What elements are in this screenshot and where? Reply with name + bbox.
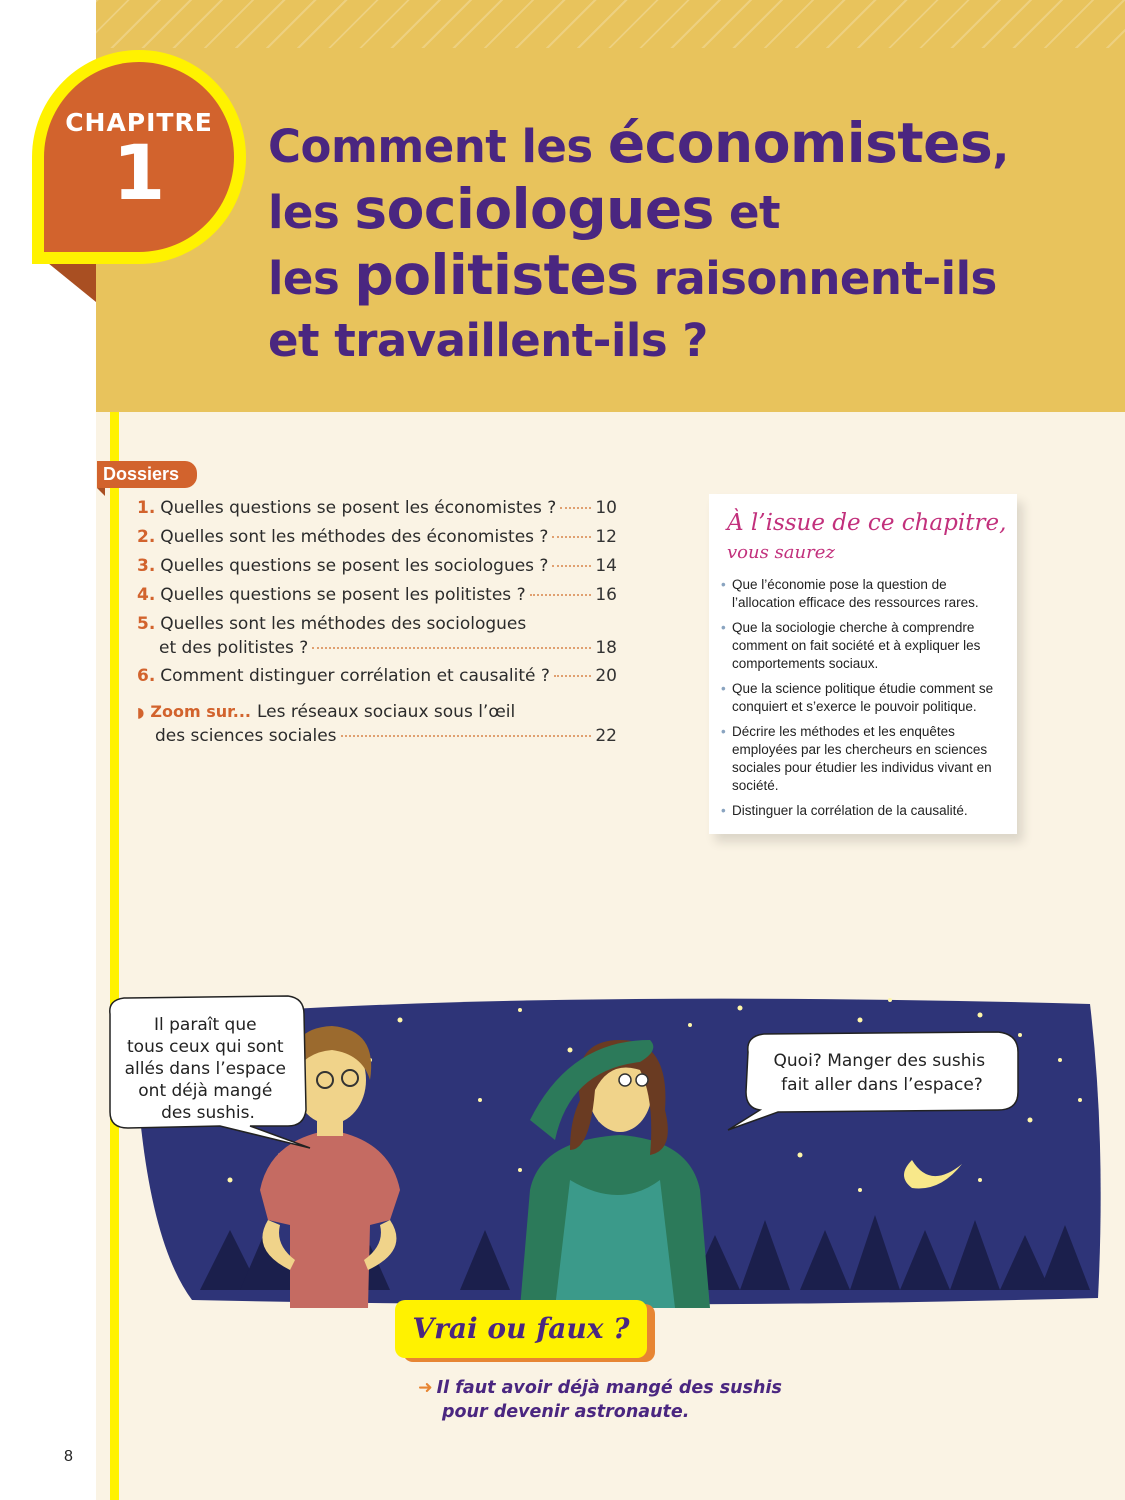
bubble-left-line: allés dans l’espace bbox=[124, 1059, 286, 1079]
statement-line: pour devenir astronaute. bbox=[442, 1402, 690, 1422]
toc-leader bbox=[552, 565, 591, 567]
title-keyword: économistes bbox=[607, 111, 993, 175]
title-text: , bbox=[992, 120, 1009, 173]
toc-text: et des politistes ? bbox=[159, 638, 309, 658]
title-line-3 bbox=[268, 244, 1108, 310]
toc-number: 2. bbox=[137, 527, 156, 547]
bubble-left-line: tous ceux qui sont bbox=[127, 1037, 284, 1057]
zoom-marker-icon: ◗ bbox=[137, 705, 145, 721]
toc-leader bbox=[312, 647, 591, 649]
chapter-label: CHAPITRE bbox=[65, 108, 213, 137]
toc-page: 10 bbox=[595, 498, 617, 518]
toc-text: Quelles questions se posent les politistes ? bbox=[160, 585, 526, 605]
toc-zoom-item[interactable] bbox=[137, 702, 617, 746]
toc-item[interactable] bbox=[137, 614, 617, 658]
objective-item: • Que la science politique étudie comment se conquiert et s’exerce le pouvoir politique. bbox=[721, 680, 1011, 716]
toc-item[interactable] bbox=[137, 527, 617, 547]
toc-page: 22 bbox=[595, 726, 617, 746]
title-text: les bbox=[268, 186, 355, 239]
bubble-right-line: fait aller dans l’espace? bbox=[781, 1075, 983, 1095]
toc-leader bbox=[530, 594, 592, 596]
title-text: Comment les bbox=[268, 120, 608, 173]
title-text: raisonnent-ils bbox=[638, 252, 997, 305]
toc-text: Les réseaux sociaux sous l’œil bbox=[256, 702, 516, 722]
toc-page: 14 bbox=[595, 556, 617, 576]
toc-text: Comment distinguer corrélation et causalité ? bbox=[160, 666, 550, 686]
toc-item[interactable] bbox=[137, 585, 617, 605]
bubble-left-line: des sushis. bbox=[161, 1103, 255, 1123]
toc-number: 4. bbox=[137, 585, 156, 605]
margin-rule bbox=[110, 412, 119, 1500]
chapter-title bbox=[268, 112, 1108, 372]
toc-text: des sciences sociales bbox=[155, 726, 337, 746]
objective-item: • Distinguer la corrélation de la causalité. bbox=[721, 802, 1011, 820]
toc-number: 3. bbox=[137, 556, 156, 576]
bubble-right-line: Quoi? Manger des sushis bbox=[773, 1051, 986, 1071]
title-text: et bbox=[713, 186, 781, 239]
objective-item: • Que la sociologie cherche à comprendre comment on fait société et à expliquer les comportements sociaux. bbox=[721, 619, 1011, 673]
objective-item: • Décrire les méthodes et les enquêtes employées par les chercheurs en sciences sociales pour étudier les individus vivant en société. bbox=[721, 723, 1011, 795]
toc-text: Quelles questions se posent les sociologues ? bbox=[160, 556, 549, 576]
zoom-label: Zoom sur... bbox=[150, 702, 251, 721]
bubble-left-line: Il paraît que bbox=[154, 1015, 257, 1035]
quiz-label: Vrai ou faux ? bbox=[412, 1312, 630, 1345]
bubble-left-line: ont déjà mangé bbox=[138, 1081, 273, 1101]
toc-text: Quelles sont les méthodes des sociologues bbox=[160, 614, 527, 634]
toc-item[interactable] bbox=[137, 498, 617, 518]
toc-page: 18 bbox=[595, 638, 617, 658]
title-keyword: sociologues bbox=[354, 177, 714, 241]
toc-item[interactable] bbox=[137, 666, 617, 686]
toc-item[interactable] bbox=[137, 556, 617, 576]
page-number: 8 bbox=[64, 1448, 73, 1465]
toc-number: 1. bbox=[137, 498, 156, 518]
title-line-1 bbox=[268, 112, 1108, 178]
toc-leader bbox=[560, 507, 591, 509]
objectives-title-line: À l’issue de ce chapitre, bbox=[727, 510, 1007, 536]
toc-text: Quelles sont les méthodes des économistes ? bbox=[160, 527, 549, 547]
toc-number: 6. bbox=[137, 666, 156, 686]
toc-leader bbox=[552, 536, 591, 538]
quiz-statement bbox=[418, 1376, 782, 1424]
title-keyword: politistes bbox=[354, 243, 639, 307]
speech-bubble-left bbox=[110, 996, 310, 1148]
chapter-badge-inner bbox=[44, 62, 234, 252]
title-line-2 bbox=[268, 178, 1108, 244]
objectives-list bbox=[721, 576, 1011, 827]
toc-leader bbox=[341, 735, 592, 737]
objectives-title bbox=[727, 508, 1006, 568]
toc-page: 12 bbox=[595, 527, 617, 547]
toc-text: Quelles questions se posent les économistes ? bbox=[160, 498, 557, 518]
toc-number: 5. bbox=[137, 614, 156, 634]
objectives-title-line: vous saurez bbox=[727, 542, 835, 563]
title-line-4: et travaillent-ils ? bbox=[268, 314, 708, 367]
toc-page: 16 bbox=[595, 585, 617, 605]
title-text: les bbox=[268, 252, 355, 305]
objective-item: • Que l’économie pose la question de l’allocation efficace des ressources rares. bbox=[721, 576, 1011, 612]
arrow-right-icon: ➜ bbox=[418, 1378, 433, 1398]
dossiers-tag: Dossiers bbox=[97, 461, 197, 488]
chapter-number: 1 bbox=[112, 128, 166, 217]
objectives-card bbox=[709, 494, 1017, 834]
comic-illustration bbox=[100, 980, 1115, 1308]
toc-leader bbox=[554, 675, 591, 677]
toc-page: 20 bbox=[595, 666, 617, 686]
statement-line: Il faut avoir déjà mangé des sushis bbox=[436, 1378, 782, 1398]
quiz-tag bbox=[395, 1300, 647, 1358]
